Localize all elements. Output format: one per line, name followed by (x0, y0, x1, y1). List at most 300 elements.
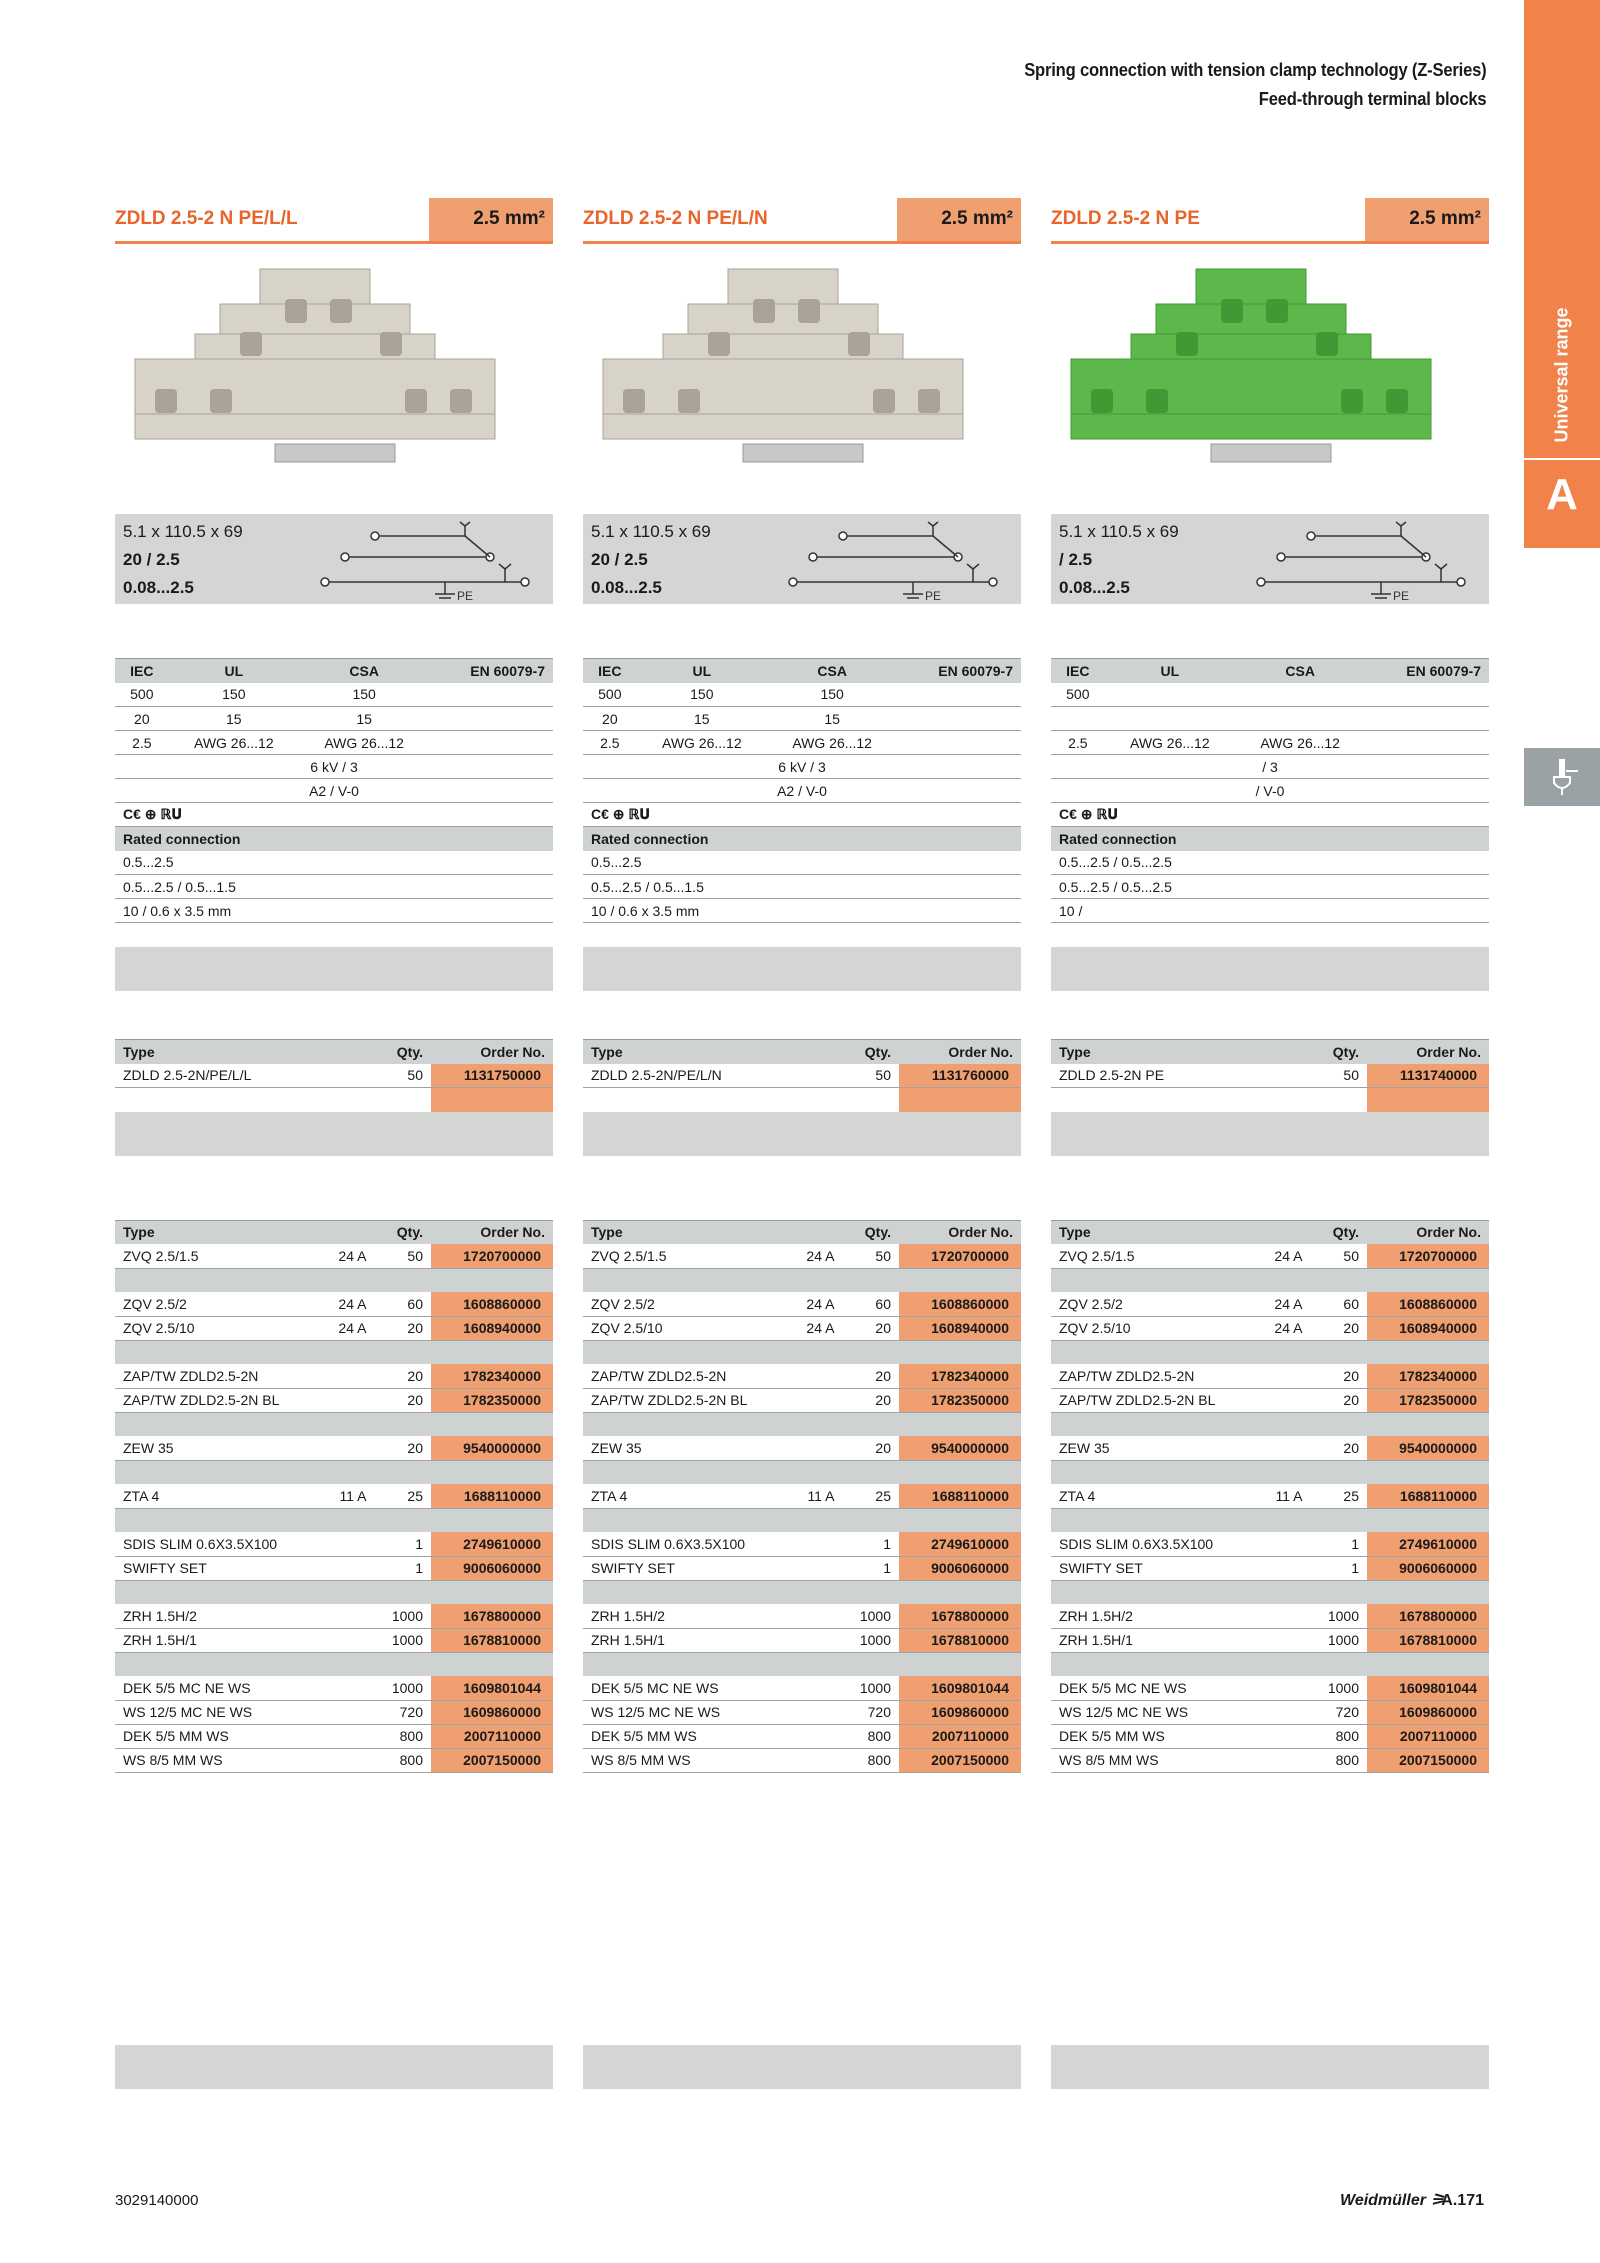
acc-qty: 1000 (842, 1628, 899, 1652)
acc-type: ZAP/TW ZDLD2.5-2N (583, 1364, 790, 1388)
acc-order-number[interactable]: 1608860000 (1367, 1292, 1489, 1316)
acc-qty: 1 (842, 1532, 899, 1556)
certification-icons: C€ ⊕ ℝ𝐔 (1051, 803, 1489, 827)
table-row[interactable] (1051, 1724, 1489, 1748)
rated-connection-title: Rated connection (123, 830, 241, 847)
acc-qty: 1 (842, 1556, 899, 1580)
acc-order-number[interactable]: 1782350000 (899, 1388, 1021, 1412)
order-qty: 50 (1285, 1064, 1367, 1088)
order-number[interactable]: 1131760000 (899, 1064, 1021, 1088)
specs-cell (1105, 683, 1235, 707)
gray-band (583, 947, 1021, 991)
order-qty: 50 (828, 1064, 899, 1088)
table-row[interactable] (1051, 1388, 1489, 1412)
order-number[interactable]: 1131750000 (431, 1064, 553, 1088)
acc-current (790, 1676, 843, 1700)
table-row[interactable] (583, 1748, 1021, 1772)
acc-type: ZEW 35 (115, 1436, 322, 1460)
acc-current (1258, 1364, 1311, 1388)
acc-type: WS 8/5 MM WS (115, 1748, 322, 1772)
order-header-no: Order No. (948, 1043, 1013, 1060)
brand-logo: Weidmüller ⚞ (1340, 2192, 1445, 2209)
acc-current: 24 A (322, 1292, 375, 1316)
table-row[interactable] (583, 1436, 1021, 1460)
page-header (1024, 56, 1486, 114)
flammability-class: A2 / V-0 (115, 779, 553, 803)
acc-order-number[interactable]: 2007110000 (899, 1724, 1021, 1748)
table-row[interactable] (583, 1676, 1021, 1700)
table-row[interactable] (583, 1556, 1021, 1580)
acc-type: ZQV 2.5/10 (1051, 1316, 1258, 1340)
rated-connection-value: 10 / (1051, 899, 1489, 923)
acc-type: DEK 5/5 MM WS (115, 1724, 322, 1748)
acc-qty: 60 (374, 1292, 431, 1316)
gray-band (115, 1112, 553, 1156)
acc-type: DEK 5/5 MC NE WS (583, 1676, 790, 1700)
table-row[interactable] (1051, 1628, 1489, 1652)
order-header-qty: Qty. (1332, 1043, 1359, 1060)
rated-connection-value: 0.5...2.5 / 0.5...1.5 (583, 875, 1021, 899)
order-empty (1367, 1088, 1489, 1112)
acc-order-number[interactable]: 9540000000 (1367, 1436, 1489, 1460)
terminal-block-image (115, 244, 515, 494)
product-name: ZDLD 2.5-2 N PE/L/N (583, 208, 768, 229)
acc-header-no: Order No. (480, 1224, 545, 1241)
acc-current (1258, 1436, 1311, 1460)
acc-current (790, 1532, 843, 1556)
acc-order-number[interactable]: 9006060000 (899, 1556, 1021, 1580)
acc-order-number[interactable]: 2007150000 (899, 1748, 1021, 1772)
specs-cell (429, 707, 553, 731)
acc-order-number[interactable]: 1720700000 (899, 1244, 1021, 1268)
table-row[interactable] (1051, 1676, 1489, 1700)
acc-current: 11 A (322, 1484, 375, 1508)
acc-type: ZAP/TW ZDLD2.5-2N (1051, 1364, 1258, 1388)
acc-type: WS 12/5 MC NE WS (583, 1700, 790, 1724)
gray-band (115, 2045, 553, 2089)
product-image (583, 244, 1021, 514)
acc-qty: 1000 (842, 1676, 899, 1700)
acc-order-number[interactable]: 1782350000 (1367, 1388, 1489, 1412)
acc-type: DEK 5/5 MC NE WS (115, 1676, 322, 1700)
acc-type: ZRH 1.5H/1 (1051, 1628, 1258, 1652)
product-header (1051, 198, 1489, 244)
table-row[interactable] (1051, 1064, 1489, 1088)
order-number[interactable]: 1131740000 (1367, 1064, 1489, 1088)
acc-qty: 20 (374, 1436, 431, 1460)
acc-type: ZAP/TW ZDLD2.5-2N BL (115, 1388, 322, 1412)
acc-current (790, 1604, 843, 1628)
table-row[interactable] (1051, 1700, 1489, 1724)
cross-section: 2.5 mm² (429, 198, 553, 241)
table-row[interactable] (115, 1388, 553, 1412)
acc-qty: 60 (842, 1292, 899, 1316)
acc-current: 24 A (1258, 1292, 1311, 1316)
table-row[interactable] (1051, 1292, 1489, 1316)
acc-order-number[interactable]: 1608940000 (1367, 1316, 1489, 1340)
accessories-table (1051, 1220, 1489, 1773)
specs-header: UL (692, 662, 712, 679)
acc-type: WS 12/5 MC NE WS (115, 1700, 322, 1724)
certification-icons: C€ ⊕ ℝ𝐔 (583, 803, 1021, 827)
acc-current (322, 1436, 375, 1460)
order-header-no: Order No. (480, 1043, 545, 1060)
table-row[interactable] (115, 1748, 553, 1772)
acc-qty: 1 (1310, 1556, 1367, 1580)
table-row[interactable] (115, 1532, 553, 1556)
acc-order-number[interactable]: 1720700000 (1367, 1244, 1489, 1268)
specs-cell: 500 (115, 683, 169, 707)
acc-qty: 25 (842, 1484, 899, 1508)
acc-type: WS 8/5 MM WS (583, 1748, 790, 1772)
acc-order-number[interactable]: 1609801044 (899, 1676, 1021, 1700)
acc-qty: 20 (1310, 1388, 1367, 1412)
gray-band (1051, 947, 1489, 991)
acc-current (322, 1556, 375, 1580)
product-image (115, 244, 553, 514)
acc-order-number[interactable]: 2007110000 (1367, 1724, 1489, 1748)
specs-cell (1365, 707, 1489, 731)
specs-cell: 150 (637, 683, 767, 707)
table-row[interactable] (583, 1244, 1021, 1268)
table-row[interactable] (1051, 1364, 1489, 1388)
table-row[interactable] (1051, 1436, 1489, 1460)
order-table (115, 1039, 553, 1112)
acc-order-number[interactable]: 9540000000 (899, 1436, 1021, 1460)
acc-qty: 60 (1310, 1292, 1367, 1316)
acc-order-number[interactable]: 1609860000 (1367, 1700, 1489, 1724)
specs-header: EN 60079-7 (938, 662, 1013, 679)
header-line-2: Feed-through terminal blocks (1258, 89, 1486, 109)
product-column (115, 198, 553, 1773)
acc-current (790, 1436, 843, 1460)
acc-qty: 25 (374, 1484, 431, 1508)
table-row[interactable] (115, 1556, 553, 1580)
acc-order-number[interactable]: 9006060000 (1367, 1556, 1489, 1580)
acc-header-qty: Qty. (864, 1224, 891, 1241)
acc-order-number[interactable]: 1609860000 (899, 1700, 1021, 1724)
acc-header-no: Order No. (948, 1224, 1013, 1241)
specs-cell: 15 (299, 707, 429, 731)
acc-order-number[interactable]: 2749610000 (431, 1532, 553, 1556)
acc-current (1258, 1556, 1311, 1580)
acc-current (322, 1364, 375, 1388)
acc-qty: 20 (842, 1436, 899, 1460)
table-row[interactable] (583, 1604, 1021, 1628)
specs-cell: 20 (583, 707, 637, 731)
acc-current (790, 1364, 843, 1388)
table-row[interactable] (115, 1316, 553, 1340)
document-code: 3029140000 (115, 2192, 199, 2209)
acc-order-number[interactable]: 1678800000 (899, 1604, 1021, 1628)
table-row[interactable] (115, 1436, 553, 1460)
specs-cell: AWG 26...12 (299, 731, 429, 755)
acc-current (322, 1724, 375, 1748)
acc-qty: 800 (842, 1724, 899, 1748)
cross-section: 2.5 mm² (1365, 198, 1489, 241)
rated-connection-value: 10 / 0.6 x 3.5 mm (583, 899, 1021, 923)
acc-qty: 25 (1310, 1484, 1367, 1508)
acc-order-number[interactable]: 1782350000 (431, 1388, 553, 1412)
specs-cell: 15 (169, 707, 299, 731)
specs-cell: 150 (767, 683, 897, 707)
acc-type: SWIFTY SET (1051, 1556, 1258, 1580)
acc-type: DEK 5/5 MM WS (1051, 1724, 1258, 1748)
order-header-qty: Qty. (396, 1043, 423, 1060)
table-row[interactable] (115, 1604, 553, 1628)
acc-qty: 800 (374, 1724, 431, 1748)
acc-order-number[interactable]: 1609860000 (431, 1700, 553, 1724)
specs-cell: 500 (1051, 683, 1105, 707)
product-image (1051, 244, 1489, 514)
specs-header: EN 60079-7 (1406, 662, 1481, 679)
table-row[interactable] (583, 1388, 1021, 1412)
acc-type: ZQV 2.5/10 (115, 1316, 322, 1340)
side-tab[interactable] (1524, 0, 1600, 548)
acc-type: ZTA 4 (1051, 1484, 1258, 1508)
acc-type: ZVQ 2.5/1.5 (115, 1244, 322, 1268)
table-row[interactable] (583, 1292, 1021, 1316)
cross-section: 2.5 mm² (897, 198, 1021, 241)
acc-current (790, 1556, 843, 1580)
acc-type: WS 8/5 MM WS (1051, 1748, 1258, 1772)
acc-order-number[interactable]: 2749610000 (1367, 1532, 1489, 1556)
specs-cell (429, 731, 553, 755)
acc-order-number[interactable]: 2007150000 (431, 1748, 553, 1772)
acc-order-number[interactable]: 1782340000 (899, 1364, 1021, 1388)
acc-order-number[interactable]: 1678810000 (1367, 1628, 1489, 1652)
acc-qty: 1000 (842, 1604, 899, 1628)
screwdriver-icon[interactable] (1524, 748, 1600, 806)
acc-order-number[interactable]: 2007110000 (431, 1724, 553, 1748)
specs-cell (1365, 683, 1489, 707)
terminal-block-image (583, 244, 983, 494)
acc-order-number[interactable]: 1688110000 (431, 1484, 553, 1508)
specs-cell: 15 (637, 707, 767, 731)
specs-cell (1235, 683, 1365, 707)
table-row[interactable] (583, 1532, 1021, 1556)
side-tab-letter: A (1546, 470, 1578, 519)
order-empty (899, 1088, 1021, 1112)
product-header (583, 198, 1021, 244)
acc-current (1258, 1628, 1311, 1652)
specs-cell (1051, 707, 1105, 731)
svg-text:PE: PE (925, 589, 942, 603)
table-row[interactable] (115, 1676, 553, 1700)
acc-order-number[interactable]: 1678800000 (431, 1604, 553, 1628)
acc-header-type: Type (591, 1224, 623, 1241)
table-row[interactable] (1051, 1604, 1489, 1628)
order-table (1051, 1039, 1489, 1112)
acc-qty: 20 (842, 1364, 899, 1388)
acc-qty: 1000 (374, 1628, 431, 1652)
acc-current (1258, 1532, 1311, 1556)
acc-current: 11 A (1258, 1484, 1311, 1508)
table-row[interactable] (583, 1316, 1021, 1340)
product-column (583, 198, 1021, 1773)
table-row[interactable] (583, 1628, 1021, 1652)
acc-header-no: Order No. (1416, 1224, 1481, 1241)
specs-cell (1235, 707, 1365, 731)
acc-order-number[interactable]: 2007150000 (1367, 1748, 1489, 1772)
order-header-qty: Qty. (864, 1043, 891, 1060)
specs-header: UL (224, 662, 244, 679)
acc-order-number[interactable]: 9540000000 (431, 1436, 553, 1460)
acc-qty: 50 (1310, 1244, 1367, 1268)
acc-current: 24 A (322, 1316, 375, 1340)
page-number: A.171 (1441, 2192, 1484, 2209)
acc-qty: 20 (842, 1388, 899, 1412)
table-row[interactable] (1051, 1316, 1489, 1340)
acc-current (1258, 1724, 1311, 1748)
dimensions: 5.1 x 110.5 x 69 (123, 522, 243, 541)
acc-order-number[interactable]: 1678810000 (899, 1628, 1021, 1652)
acc-current (1258, 1700, 1311, 1724)
dimensions: 5.1 x 110.5 x 69 (591, 522, 711, 541)
acc-type: ZQV 2.5/2 (115, 1292, 322, 1316)
impulse-voltage: 6 kV / 3 (115, 755, 553, 779)
acc-order-number[interactable]: 9006060000 (431, 1556, 553, 1580)
specs-cell: 150 (169, 683, 299, 707)
acc-type: SDIS SLIM 0.6X3.5X100 (583, 1532, 790, 1556)
acc-qty: 20 (374, 1364, 431, 1388)
circuit-diagram (1251, 514, 1471, 604)
table-row[interactable] (1051, 1244, 1489, 1268)
circuit-diagram (783, 514, 1003, 604)
acc-qty: 50 (842, 1244, 899, 1268)
specs-header: CSA (349, 662, 379, 679)
acc-order-number[interactable]: 1678810000 (431, 1628, 553, 1652)
table-row[interactable] (115, 1244, 553, 1268)
acc-current: 24 A (790, 1244, 843, 1268)
circuit-diagram (315, 514, 535, 604)
rated-connection-value: 0.5...2.5 (115, 851, 553, 875)
rated-data: / 2.5 (1059, 550, 1093, 569)
acc-qty: 800 (842, 1748, 899, 1772)
specs-table (115, 658, 553, 923)
order-header-type: Type (1059, 1043, 1091, 1060)
side-tab-range: Universal range (1551, 307, 1572, 443)
acc-order-number[interactable]: 1782340000 (1367, 1364, 1489, 1388)
specs-cell: AWG 26...12 (1235, 731, 1365, 755)
acc-header-qty: Qty. (1332, 1224, 1359, 1241)
acc-type: SDIS SLIM 0.6X3.5X100 (1051, 1532, 1258, 1556)
acc-qty: 1000 (1310, 1604, 1367, 1628)
impulse-voltage: 6 kV / 3 (583, 755, 1021, 779)
acc-current (790, 1724, 843, 1748)
acc-type: DEK 5/5 MM WS (583, 1724, 790, 1748)
header-line-1: Spring connection with tension clamp technology (Z-Series) (1023, 60, 1486, 80)
table-row[interactable] (115, 1484, 553, 1508)
product-name: ZDLD 2.5-2 N PE (1051, 208, 1200, 229)
table-row[interactable] (583, 1064, 1021, 1088)
rated-connection-value: 10 / 0.6 x 3.5 mm (115, 899, 553, 923)
acc-type: ZAP/TW ZDLD2.5-2N (115, 1364, 322, 1388)
rated-connection-title: Rated connection (591, 830, 709, 847)
acc-order-number[interactable]: 1608940000 (899, 1316, 1021, 1340)
acc-qty: 800 (1310, 1748, 1367, 1772)
specs-cell (897, 707, 1021, 731)
acc-order-number[interactable]: 1608940000 (431, 1316, 553, 1340)
acc-type: ZRH 1.5H/1 (115, 1628, 322, 1652)
table-row[interactable] (583, 1364, 1021, 1388)
acc-order-number[interactable]: 1609801044 (1367, 1676, 1489, 1700)
table-row[interactable] (115, 1700, 553, 1724)
order-header-type: Type (591, 1043, 623, 1060)
acc-type: ZRH 1.5H/2 (1051, 1604, 1258, 1628)
acc-order-number[interactable]: 1609801044 (431, 1676, 553, 1700)
acc-qty: 20 (842, 1316, 899, 1340)
specs-cell: AWG 26...12 (1105, 731, 1235, 755)
acc-order-number[interactable]: 1688110000 (1367, 1484, 1489, 1508)
dimensions: 5.1 x 110.5 x 69 (1059, 522, 1179, 541)
table-row[interactable] (1051, 1484, 1489, 1508)
acc-type: SDIS SLIM 0.6X3.5X100 (115, 1532, 322, 1556)
acc-qty: 1000 (374, 1676, 431, 1700)
acc-header-type: Type (1059, 1224, 1091, 1241)
order-header-type: Type (123, 1043, 155, 1060)
acc-current (322, 1388, 375, 1412)
acc-type: ZTA 4 (115, 1484, 322, 1508)
acc-type: ZVQ 2.5/1.5 (1051, 1244, 1258, 1268)
table-row[interactable] (583, 1700, 1021, 1724)
rated-connection-value: 0.5...2.5 (583, 851, 1021, 875)
table-row[interactable] (1051, 1532, 1489, 1556)
acc-header-type: Type (123, 1224, 155, 1241)
acc-order-number[interactable]: 1608860000 (431, 1292, 553, 1316)
acc-order-number[interactable]: 1678800000 (1367, 1604, 1489, 1628)
acc-current (1258, 1604, 1311, 1628)
table-row[interactable] (1051, 1556, 1489, 1580)
acc-order-number[interactable]: 1782340000 (431, 1364, 553, 1388)
table-row[interactable] (115, 1364, 553, 1388)
specs-table (583, 658, 1021, 923)
acc-type: ZAP/TW ZDLD2.5-2N BL (583, 1388, 790, 1412)
specs-cell: 20 (115, 707, 169, 731)
acc-qty: 20 (1310, 1436, 1367, 1460)
table-row[interactable] (115, 1064, 553, 1088)
acc-qty: 800 (374, 1748, 431, 1772)
rated-connection-value: 0.5...2.5 / 0.5...1.5 (115, 875, 553, 899)
specs-cell: AWG 26...12 (637, 731, 767, 755)
table-row[interactable] (583, 1724, 1021, 1748)
wire-range: 0.08...2.5 (1059, 578, 1130, 597)
acc-type: ZEW 35 (583, 1436, 790, 1460)
acc-order-number[interactable]: 1720700000 (431, 1244, 553, 1268)
table-row[interactable] (1051, 1748, 1489, 1772)
table-row[interactable] (115, 1724, 553, 1748)
acc-qty: 20 (374, 1388, 431, 1412)
accessories-table (115, 1220, 553, 1773)
specs-cell (897, 731, 1021, 755)
acc-order-number[interactable]: 1688110000 (899, 1484, 1021, 1508)
table-row[interactable] (115, 1628, 553, 1652)
gray-band (583, 1112, 1021, 1156)
acc-qty: 1000 (1310, 1676, 1367, 1700)
terminal-block-image (1051, 244, 1451, 494)
table-row[interactable] (115, 1292, 553, 1316)
table-row[interactable] (583, 1484, 1021, 1508)
acc-order-number[interactable]: 2749610000 (899, 1532, 1021, 1556)
dimensions-box (1051, 514, 1489, 604)
acc-qty: 1 (374, 1532, 431, 1556)
acc-order-number[interactable]: 1608860000 (899, 1292, 1021, 1316)
specs-header: IEC (598, 662, 622, 679)
acc-qty: 1000 (374, 1604, 431, 1628)
acc-qty: 1 (374, 1556, 431, 1580)
rated-data: 20 / 2.5 (123, 550, 180, 569)
wire-range: 0.08...2.5 (591, 578, 662, 597)
